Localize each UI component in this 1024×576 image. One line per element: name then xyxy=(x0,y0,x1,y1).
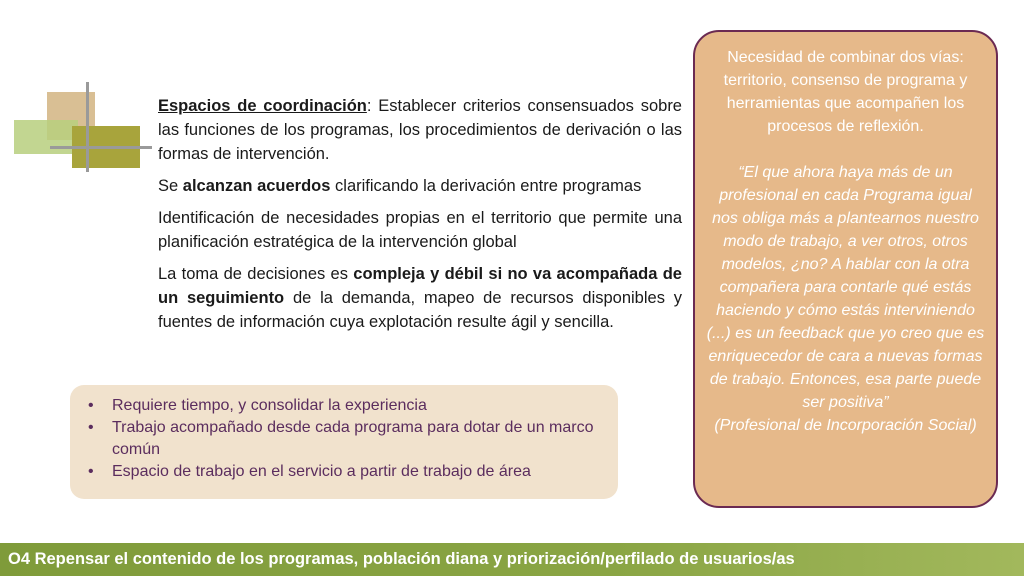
agreements-pre: Se xyxy=(158,177,183,195)
bullet-list xyxy=(88,395,598,483)
vertical-line xyxy=(86,82,89,172)
bullet-summary-box xyxy=(70,385,618,499)
term-espacios-coordinacion: Espacios de coordinación xyxy=(158,97,367,115)
bullet-icon: • xyxy=(88,419,94,436)
footer-title-bar xyxy=(0,543,1024,576)
main-text-block xyxy=(158,94,682,342)
list-item-text: Trabajo acompañado desde cada programa para dotar de un marco común xyxy=(112,419,594,458)
decisions-pre: La toma de decisiones es xyxy=(158,265,354,283)
paragraph-decisions xyxy=(158,262,682,334)
paragraph-coordination-text: : Establecer criterios consensuados sobre las funciones de los programas, los procedimientos de derivación o las formas de intervención. xyxy=(158,97,682,163)
footer-title: O4 Repensar el contenido de los programas, población diana y priorización/perfilado de usuarios/as xyxy=(8,550,795,568)
decisions-bold: compleja y débil si no va acompañada de un seguimiento xyxy=(158,265,682,307)
list-item-text: Espacio de trabajo en el servicio a partir de trabajo de área xyxy=(112,463,531,480)
quote-box xyxy=(693,30,998,508)
decisions-post: de la demanda, mapeo de recursos disponibles y fuentes de información cuya explotación resulte ágil y sencilla. xyxy=(158,289,682,331)
professional-quote: “El que ahora haya más de un profesional en cada Programa igual nos obliga más a plantearnos nuestro modo de trabajo, a ver otros, otros modelos, ¿no? A hablar con la otra compañera para contarle qué estás haciendo y cómo estás interviniendo (...) es un feedback que yo creo que es enriquecedor de cara a nuevas formas de trabajo. Entonces, esa parte puede ser positiva” xyxy=(706,164,985,411)
list-item xyxy=(88,395,598,417)
bullet-icon: • xyxy=(88,397,94,414)
decorative-squares-graphic xyxy=(12,82,152,174)
horizontal-line xyxy=(50,146,152,149)
list-item-text: Requiere tiempo, y consolidar la experiencia xyxy=(112,397,427,414)
bullet-icon: • xyxy=(88,463,94,480)
list-item xyxy=(88,461,598,483)
paragraph-agreements xyxy=(158,174,682,198)
paragraph-needs: Identificación de necesidades propias en el territorio que permite una planificación estratégica de la intervención global xyxy=(158,209,682,251)
quote-box-heading: Necesidad de combinar dos vías: territorio, consenso de programa y herramientas que acompañen los procesos de reflexión. xyxy=(723,49,968,135)
quote-source: (Profesional de Incorporación Social) xyxy=(714,417,977,434)
agreements-bold: alcanzan acuerdos xyxy=(182,177,331,195)
list-item xyxy=(88,417,598,461)
agreements-post: clarificando la derivación entre programas xyxy=(330,177,642,195)
paragraph-coordination xyxy=(158,94,682,166)
